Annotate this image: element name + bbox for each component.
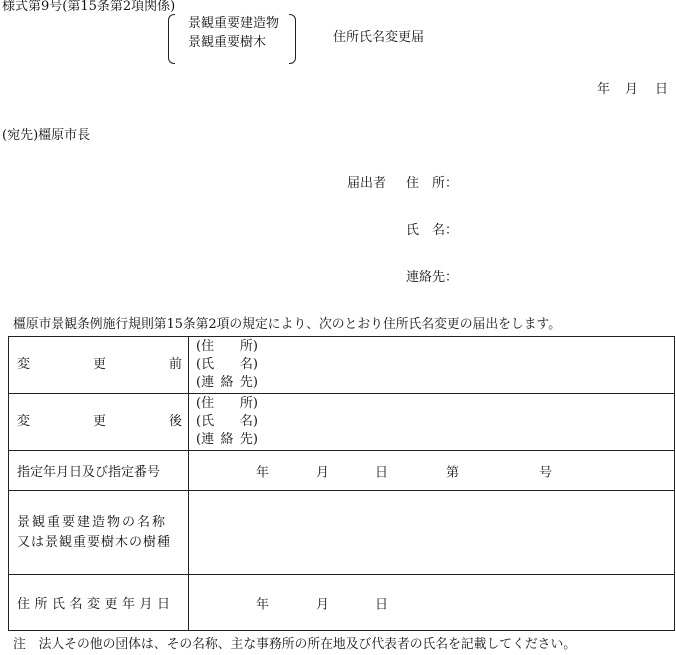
designation-cell[interactable]: 年 月 日 第 号 (189, 451, 675, 491)
before-change-cell[interactable] (189, 337, 675, 394)
notification-table (8, 336, 675, 631)
notifier-address-label: 住 所： (406, 176, 459, 191)
notifier-contact-label: 連絡先： (406, 270, 459, 285)
row-after-change (9, 394, 675, 451)
after-change-label: 変 更 後 (9, 394, 189, 451)
intro-text: 橿原市景観条例施行規則第15条第2項の規定により、次のとおり住所氏名変更の届出をします。 (13, 317, 562, 332)
notifier-name-label: 氏 名： (406, 223, 459, 238)
change-date-cell[interactable]: 年 月 日 (189, 575, 675, 631)
right-bracket (289, 14, 296, 64)
sub-contact: (連 絡 先) (196, 432, 258, 447)
date-year: 年 (597, 82, 611, 97)
after-change-cell[interactable] (189, 394, 675, 451)
left-bracket (168, 14, 175, 64)
object-name-cell[interactable] (189, 491, 675, 575)
sub-address: (住 所) (196, 339, 258, 354)
row-object-name (9, 491, 675, 575)
bracket-item-building: 景観重要建造物 (188, 16, 280, 31)
date-day: 日 (655, 82, 669, 97)
object-name-label: 景観重要建造物の名称 又は景観重要樹木の樹種 (9, 491, 189, 575)
sub-address: (住 所) (196, 396, 258, 411)
notifier-role-label: 届出者 (347, 176, 387, 191)
row-change-date (9, 575, 675, 631)
sub-name: (氏 名) (196, 357, 258, 372)
row-designation (9, 451, 675, 491)
addressee: (宛先)橿原市長 (2, 128, 91, 143)
designation-label: 指定年月日及び指定番号 (9, 451, 189, 491)
form-number: 様式第9号(第15条第2項関係) (2, 0, 176, 14)
change-date-label: 住所氏名変更年月日 (9, 575, 189, 631)
sub-contact: (連 絡 先) (196, 375, 258, 390)
date-month: 月 (625, 82, 639, 97)
footnote: 注 法人その他の団体は、その名称、主な事務所の所在地及び代表者の氏名を記載してください。 (13, 637, 577, 652)
before-change-label: 変 更 前 (9, 337, 189, 394)
form-title: 住所氏名変更届 (333, 30, 425, 45)
row-before-change (9, 337, 675, 394)
sub-name: (氏 名) (196, 414, 258, 429)
bracket-item-tree: 景観重要樹木 (188, 35, 267, 50)
